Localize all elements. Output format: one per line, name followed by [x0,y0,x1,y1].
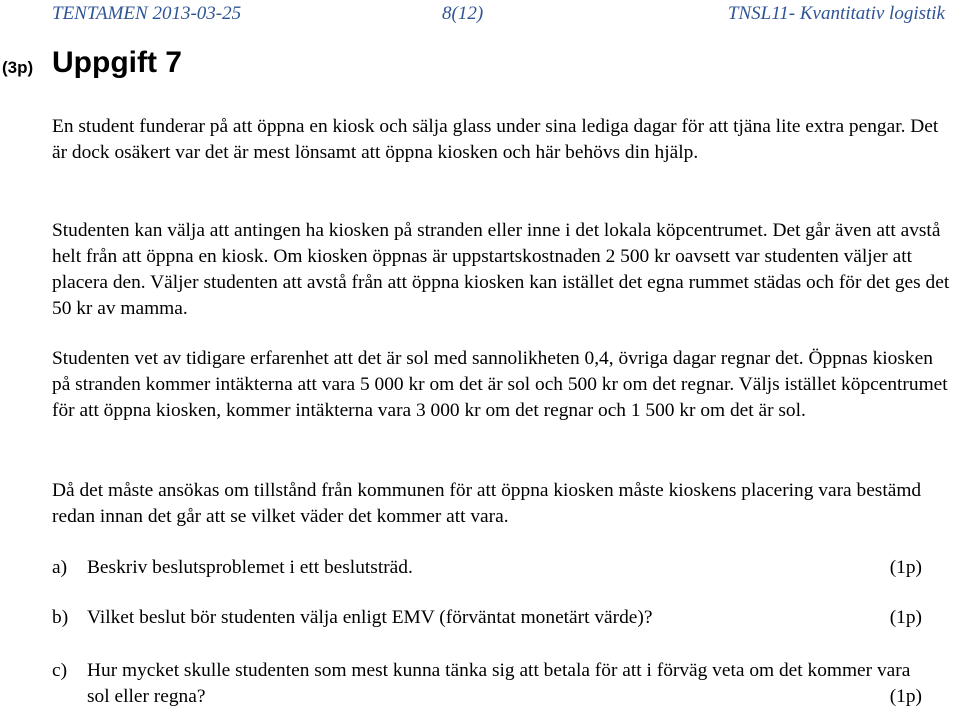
probabilities-paragraph: Studenten vet av tidigare erfarenhet att det är sol med sannolikheten 0,4, övriga dagar regnar det. Öppnas kiosken på stranden kommer intäkterna att vara 5 000 kr om det är sol och 500 kr om det regnar. Väljs istället köpcentrumet för att öppna kiosken, kommer intäkterna vara 3 000 kr om det regnar och 1 500 kr om det är sol. [52,348,948,421]
question-label: b) [52,607,69,628]
intro-paragraph: En student funderar på att öppna en kiosk och sälja glass under sina lediga dagar för att tjäna lite extra pengar. Det är dock osäkert var det är mest lönsamt att öppna kiosken och här behövs din hjälp. [52,116,939,163]
task-title: Uppgift 7 [52,46,182,79]
question-label: c) [52,660,68,681]
question-points: (1p) [889,557,922,578]
question-points: (1p) [889,686,922,707]
question-text: Hur mycket skulle studenten som mest kunna tänka sig att betala för att i förväg veta om det kommer vara sol eller regna? [87,660,911,707]
page-header [0,3,959,27]
options-paragraph: Studenten kan välja att antingen ha kiosken på stranden eller inne i det lokala köpcentrumet. Det går även att avstå helt från att öppna en kiosk. Om kiosken öppnas är uppstartskostnaden 2 500 kr oavsett var studenten väljer att placera den. Väljer studenten att avstå från att öppna kiosken kan istället det egna rummet städas och för det ges det 50 kr av mamma. [52,220,950,319]
question-points: (1p) [889,607,922,628]
page-number: 8(12) [442,3,484,24]
question-label: a) [52,557,68,578]
question-text: Vilket beslut bör studenten välja enligt EMV (förväntat monetärt värde)? [87,607,653,628]
task-points: (3p) [2,58,34,77]
course-name: TNSL11- Kvantitativ logistik [727,3,945,24]
question-text: Beskriv beslutsproblemet i ett beslutsträd. [87,557,413,578]
constraint-paragraph: Då det måste ansökas om tillstånd från kommunen för att öppna kiosken måste kioskens placering vara bestämd redan innan det går att se vilket väder det kommer att vara. [52,480,922,527]
exam-date: TENTAMEN 2013-03-25 [52,3,242,24]
